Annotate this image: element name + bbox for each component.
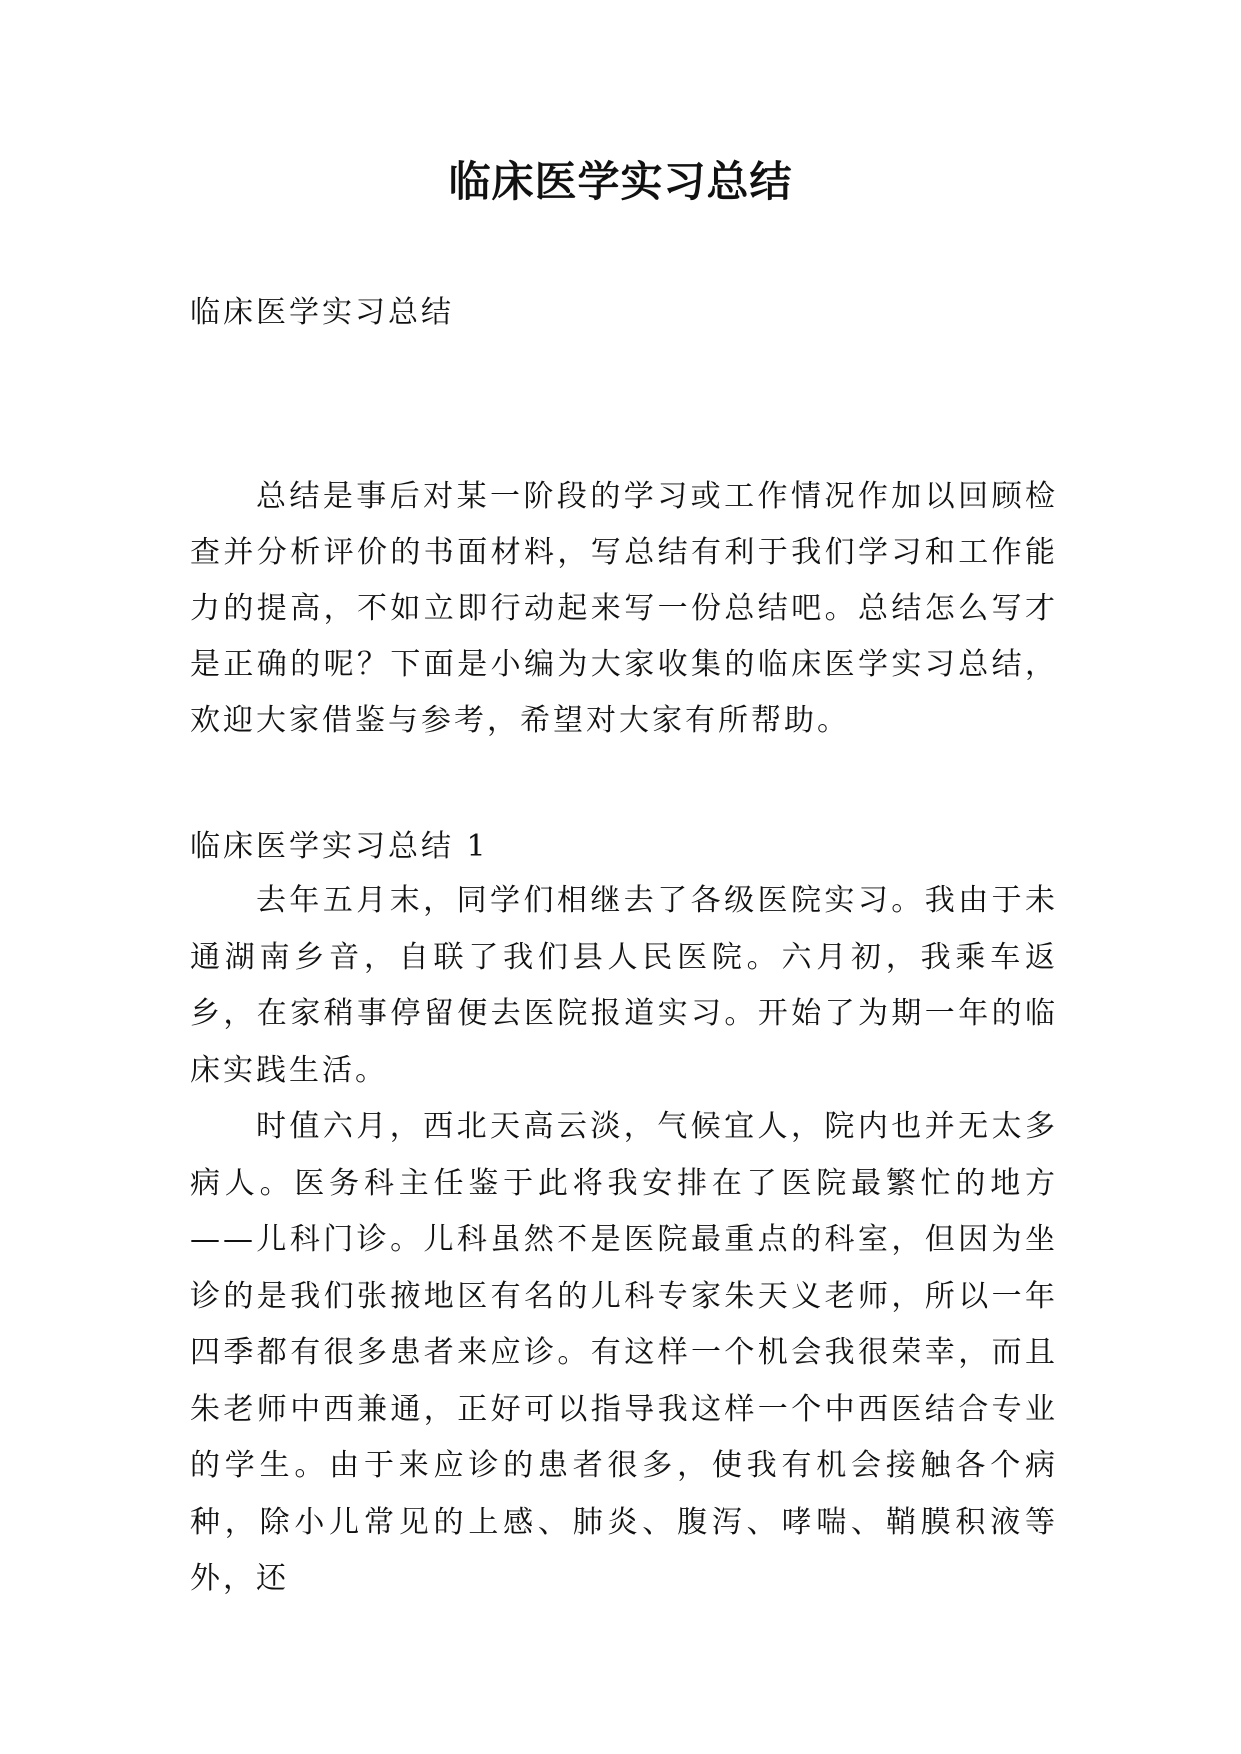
document-title: 临床医学实习总结 (448, 157, 793, 206)
section-paragraph: 去年五月末，同学们相继去了各级医院实习。我由于未通湖南乡音，自联了我们县人民医院。六月初，我乘车返乡，在家稍事停留便去医院报道实习。开始了为期一年的临床实践生活。 (190, 883, 1058, 1088)
section-heading: 临床医学实习总结 1 (190, 829, 489, 864)
intro-paragraph: 总结是事后对某一阶段的学习或工作情况作加以回顾检查并分析评价的书面材料，写总结有利于我们学习和工作能力的提高，不如立即行动起来写一份总结吧。总结怎么写才是正确的呢？下面是小编为大家收集的临床医学实习总结，欢迎大家借鉴与参考，希望对大家有所帮助。 (190, 479, 1058, 738)
section-paragraph: 时值六月，西北天高云淡，气候宜人，院内也并无太多病人。医务科主任鉴于此将我安排在了医院最繁忙的地方——儿科门诊。儿科虽然不是医院最重点的科室，但因为坐诊的是我们张掖地区有名的儿科专家朱天义老师，所以一年四季都有很多患者来应诊。有这样一个机会我很荣幸，而且朱老师中西兼通，正好可以指导我这样一个中西医结合专业的学生。由于来应诊的患者很多，使我有机会接触各个病种，除小儿常见的上感、肺炎、腹泻、哮喘、鞘膜积液等外，还 (190, 1109, 1058, 1596)
document-subtitle: 临床医学实习总结 (190, 295, 454, 330)
section-body (190, 873, 1058, 1608)
